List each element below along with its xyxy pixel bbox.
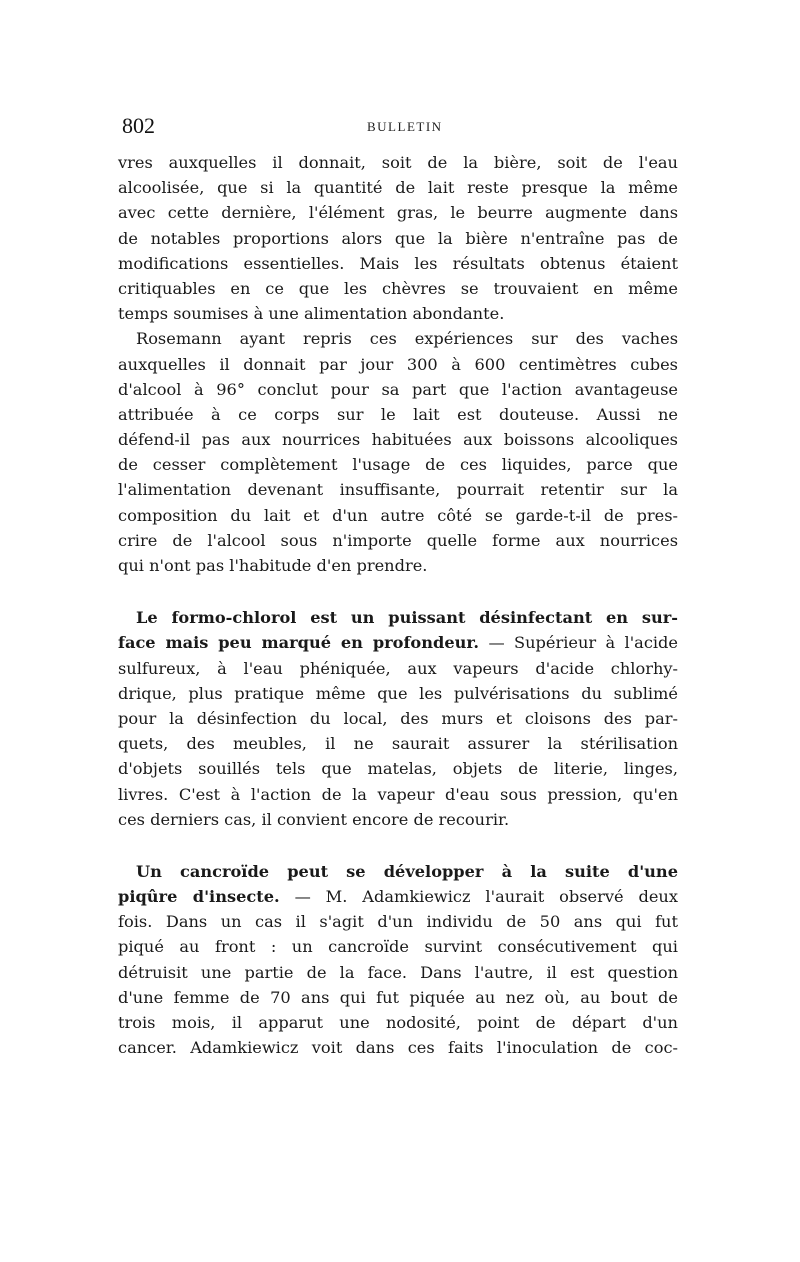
- text-line: piqué au front : un cancroïde survint consécutivement qui: [118, 937, 678, 957]
- section-formo-chlorol: [118, 605, 678, 832]
- section-gap: [118, 832, 678, 859]
- text-line: d'alcool à 96° conclut pour sa part que l'action avantageuse: [118, 379, 678, 399]
- text-line: quets, des meubles, il ne saurait assurer la stérilisation: [118, 734, 678, 754]
- paragraph-rosemann: [118, 326, 678, 578]
- section-cancroide: [118, 859, 678, 1061]
- section-heading-bold: piqûre d'insecte.: [118, 887, 280, 907]
- text-line: modifications essentielles. Mais les résultats obtenus étaient: [118, 253, 678, 273]
- text-line: auxquelles il donnait par jour 300 à 600 centimètres cubes: [118, 354, 678, 374]
- text-line: ces derniers cas, il convient encore de recourir.: [118, 809, 510, 829]
- text-line: attribuée à ce corps sur le lait est douteuse. Aussi ne: [118, 404, 678, 424]
- section-gap: [118, 578, 678, 605]
- text-line: cancer. Adamkiewicz voit dans ces faits l'inoculation de coc-: [118, 1038, 678, 1058]
- text-line: alcoolisée, que si la quantité de lait reste presque la même: [118, 178, 678, 198]
- text-line: l'alimentation devenant insuffisante, pourrait retentir sur la: [118, 480, 678, 500]
- text-line: d'objets souillés tels que matelas, objets de literie, linges,: [118, 759, 678, 779]
- text-line: de notables proportions alors que la bière n'entraîne pas de: [118, 228, 678, 248]
- text-line: sulfureux, à l'eau phéniquée, aux vapeurs d'acide chlorhy-: [118, 658, 678, 678]
- section-heading-bold: face mais peu marqué en profondeur.: [118, 633, 480, 653]
- text-line: pour la désinfection du local, des murs et cloisons des par-: [118, 708, 678, 728]
- text-line: qui n'ont pas l'habitude d'en prendre.: [118, 556, 428, 575]
- section-heading-line: [118, 884, 678, 909]
- paragraph-continuation: [118, 150, 678, 326]
- page-number: 802: [122, 113, 155, 138]
- text-line: détruisit une partie de la face. Dans l'autre, il est question: [118, 962, 678, 982]
- page-body: [118, 150, 678, 1060]
- text-line: composition du lait et d'un autre côté se garde-t-il de pres-: [118, 505, 678, 525]
- text-line: critiquables en ce que les chèvres se trouvaient en même: [118, 278, 678, 298]
- page-header: [122, 112, 678, 144]
- text-line: trois mois, il apparut une nodosité, point de départ d'un: [118, 1013, 678, 1032]
- text-line: drique, plus pratique même que les pulvérisations du sublimé: [118, 683, 678, 703]
- text-line: temps soumises à une alimentation abondante.: [118, 304, 505, 324]
- text-line: Rosemann ayant repris ces expériences sur des vaches: [136, 329, 678, 349]
- text-line: de cesser complètement l'usage de ces liquides, parce que: [118, 455, 678, 475]
- text-line: d'une femme de 70 ans qui fut piquée au nez où, au bout de: [118, 987, 678, 1007]
- section-heading-line: Le formo-chlorol est un puissant désinfectant en sur-: [136, 608, 678, 628]
- section-heading-rest: — Supérieur à l'acide: [479, 633, 678, 653]
- text-line: défend-il pas aux nourrices habituées aux boissons alcooliques: [118, 430, 678, 450]
- section-heading-line: Un cancroïde peut se développer à la suite d'une: [136, 861, 678, 881]
- section-heading-line: [118, 630, 678, 655]
- text-line: crire de l'alcool sous n'importe quelle forme aux nourrices: [118, 530, 678, 550]
- section-heading-rest: — M. Adamkiewicz l'aurait observé deux: [279, 887, 678, 907]
- text-line: avec cette dernière, l'élément gras, le beurre augmente dans: [118, 203, 678, 223]
- running-head: BULLETIN: [367, 119, 443, 134]
- text-line: vres auxquelles il donnait, soit de la bière, soit de l'eau: [118, 153, 678, 172]
- text-line: fois. Dans un cas il s'agit d'un individu de 50 ans qui fut: [118, 912, 678, 932]
- text-line: livres. C'est à l'action de la vapeur d'eau sous pression, qu'en: [118, 784, 678, 804]
